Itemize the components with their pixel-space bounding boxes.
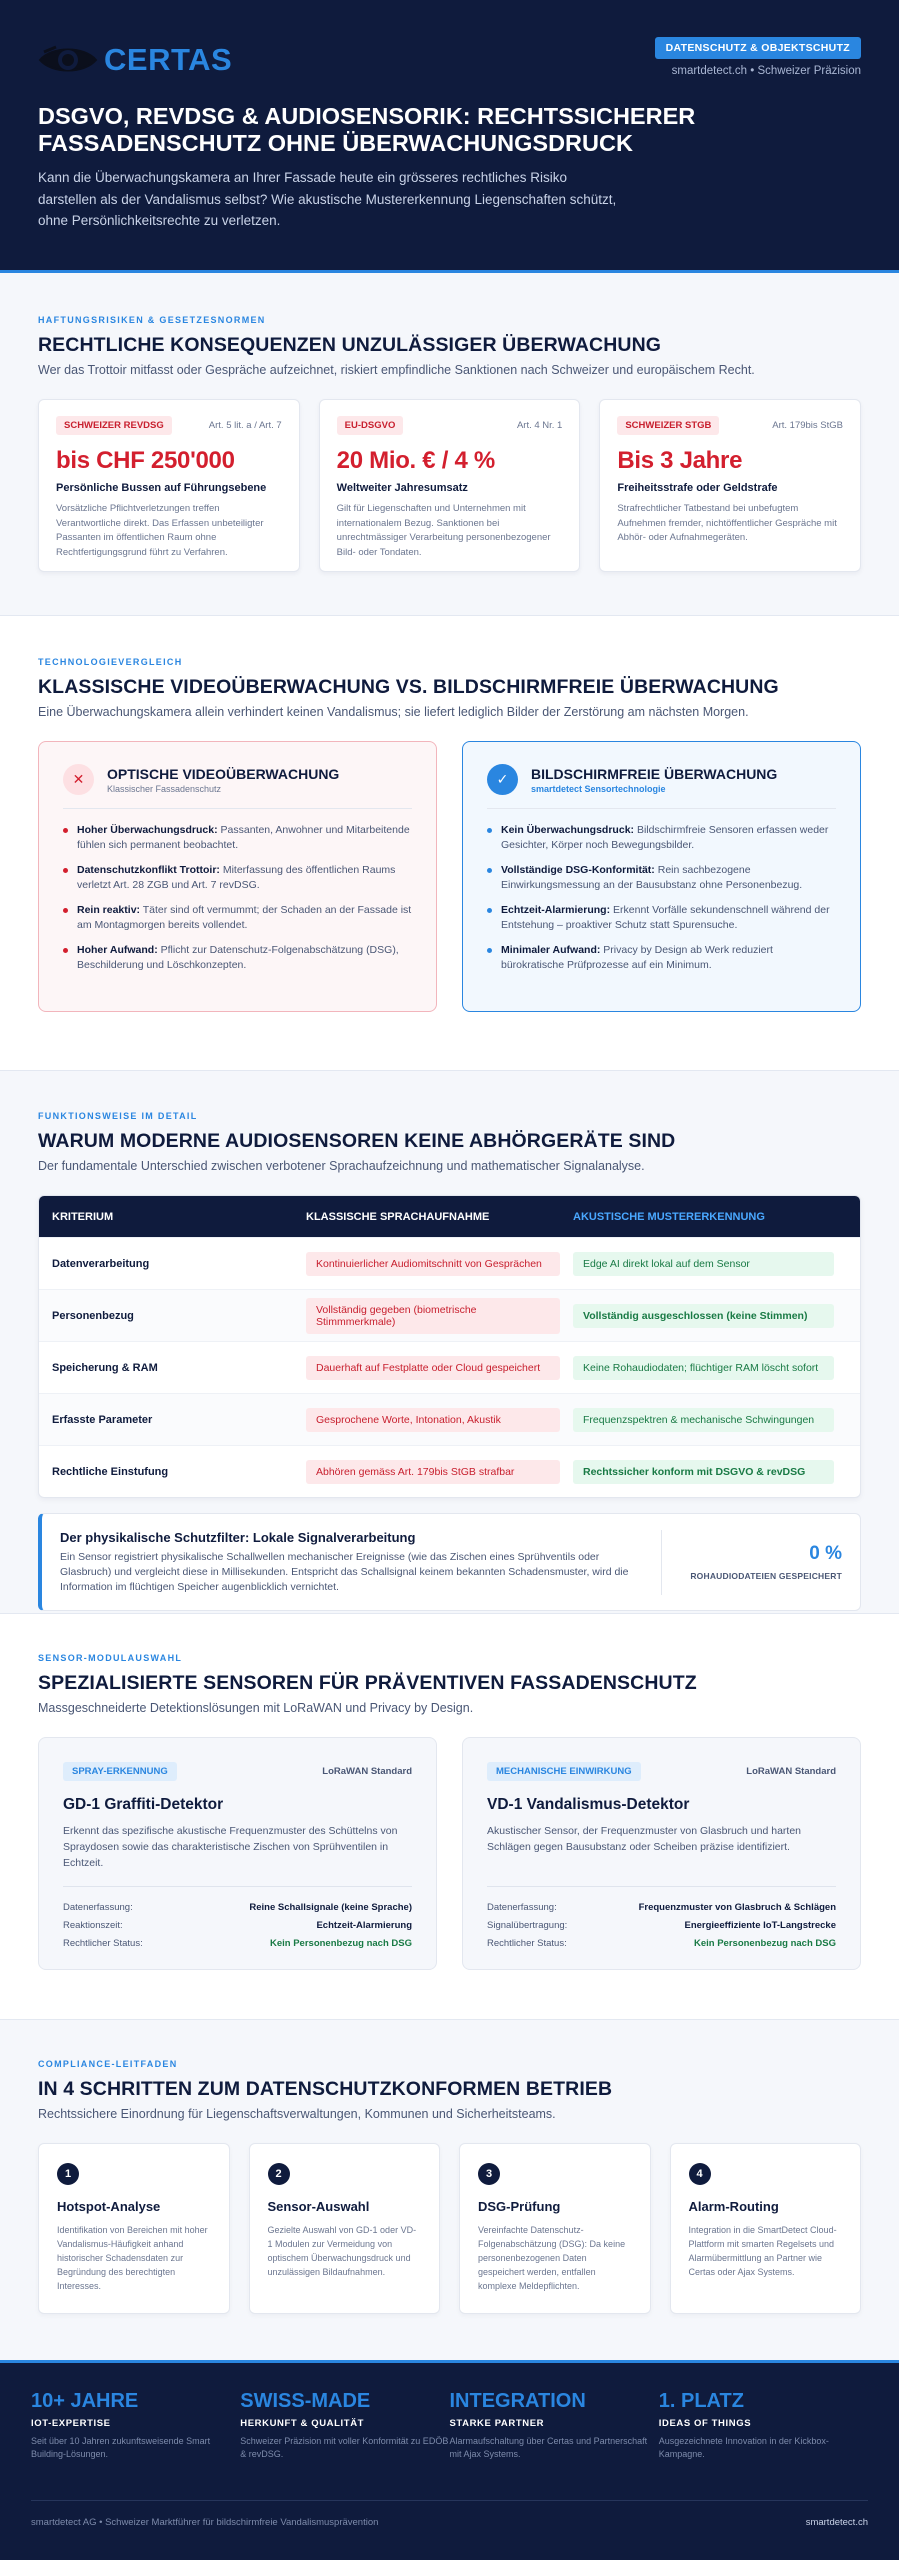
step-number: 2 bbox=[268, 2163, 290, 2185]
stat-description: Seit über 10 Jahren zukunftsweisende Smart Building-Lösungen. bbox=[31, 2436, 211, 2459]
sensor-title: VD-1 Vandalismus-Detektor bbox=[487, 1796, 690, 1813]
footer-company: smartdetect AG • Schweizer Marktführer für bildschirmfreie Vandalismusprävention bbox=[31, 2517, 379, 2528]
step-title: Alarm-Routing bbox=[688, 2199, 779, 2214]
step-description: Identifikation von Bereichen mit hoher Vandalismus-Häufigkeit anhand historischer Schadensdaten zur Begründung des berechtigten Interesses. bbox=[57, 2225, 208, 2291]
penalty-card bbox=[38, 399, 300, 572]
list-item: Datenschutzkonflikt Trottoir: Miterfassung des öffentlichen Raums verletzt Art. 28 ZGB und Art. 7 revDSG. bbox=[63, 863, 412, 892]
spec-row: Rechtlicher Status: Kein Personenbezug nach DSG bbox=[63, 1938, 412, 1949]
pattern-recognition-cell: Rechtssicher konform mit DSGVO & revDSG bbox=[573, 1460, 834, 1484]
list-item: Vollständige DSG-Konformität: Rein sachbezogene Einwirkungsmessung an der Bausubstanz ohne Personenbezug. bbox=[487, 863, 836, 892]
stat-label: STARKE PARTNER bbox=[449, 2418, 545, 2429]
spec-row: Signalübertragung: Energieeffiziente IoT-Langstrecke bbox=[487, 1920, 836, 1931]
step-title: Hotspot-Analyse bbox=[57, 2199, 161, 2214]
law-badge: EU-DSGVO bbox=[337, 416, 404, 435]
page-intro: Kann die Überwachungskamera an Ihrer Fassade heute ein grösseres rechtliches Risiko darstellen als der Vandalismus selbst? Wie akustische Mustererkennung Liegenschaften schützt, ohne Persönlichkeitsrechte zu verletzen. bbox=[38, 170, 617, 228]
section-eyebrow: HAFTUNGSRISIKEN & GESETZESNORMEN bbox=[38, 315, 266, 325]
functionality-section bbox=[0, 1071, 899, 1614]
sensor-card-gd1[interactable] bbox=[38, 1737, 437, 1970]
card-title: OPTISCHE VIDEOÜBERWACHUNG bbox=[107, 765, 340, 782]
footer-site-link[interactable]: smartdetect.ch bbox=[805, 2517, 868, 2528]
eye-icon bbox=[38, 43, 98, 77]
legal-section bbox=[0, 273, 899, 616]
row-criterion: Erfasste Parameter bbox=[52, 1413, 153, 1426]
column-header: AKUSTISCHE MUSTERERKENNUNG bbox=[573, 1210, 765, 1223]
sensor-category-badge: MECHANISCHE EINWIRKUNG bbox=[487, 1762, 641, 1781]
step-description: Vereinfachte Datenschutz-Folgenabschätzung (DSG): Da keine personenbezogenen Daten gespeichert werden, entfallen komplexe Meldepflichten. bbox=[478, 2225, 626, 2291]
stat-label: IOT-EXPERTISE bbox=[31, 2418, 111, 2429]
pattern-recognition-cell: Keine Rohaudiodaten; flüchtiger RAM löscht sofort bbox=[573, 1356, 834, 1380]
stat-value: INTEGRATION bbox=[449, 2390, 586, 2412]
cross-icon: ✕ bbox=[63, 764, 94, 795]
recording-cell: Gesprochene Worte, Intonation, Akustik bbox=[306, 1408, 560, 1432]
recording-cell: Dauerhaft auf Festplatte oder Cloud gespeichert bbox=[306, 1356, 560, 1380]
table-row bbox=[39, 1237, 860, 1289]
section-eyebrow: COMPLIANCE-LEITFADEN bbox=[38, 2059, 178, 2069]
list-item: Echtzeit-Alarmierung: Erkennt Vorfälle sekundenschnell während der Entstehung – proaktiver Schutz statt Spurensuche. bbox=[487, 903, 836, 932]
stat-label: IDEAS OF THINGS bbox=[658, 2418, 752, 2429]
row-criterion: Rechtliche Einstufung bbox=[52, 1465, 169, 1478]
section-subtitle: Der fundamentale Unterschied zwischen verbotener Sprachaufzeichnung und mathematischer Signalanalyse. bbox=[38, 1159, 645, 1173]
list-item: Rein reaktiv: Täter sind oft vermummt; der Schaden an der Fassade ist am Montagmorgen bereits vollendet. bbox=[63, 903, 412, 932]
section-eyebrow: SENSOR-MODULAUSWAHL bbox=[38, 1653, 183, 1663]
page-footer bbox=[0, 2360, 899, 2560]
penalty-card bbox=[319, 399, 581, 572]
step-description: Gezielte Auswahl von GD-1 oder VD-1 Modulen zur Vermeidung von optischem Überwachungsdruck und unzulässigen Bildaufnahmen. bbox=[267, 2225, 417, 2277]
sensor-modules-section bbox=[0, 1614, 899, 2020]
step-card bbox=[249, 2143, 441, 2314]
recording-cell: Kontinuierlicher Audiomitschnitt von Gesprächen bbox=[306, 1252, 560, 1276]
footer-stat bbox=[31, 2390, 240, 2461]
section-subtitle: Massgeschneiderte Detektionslösungen mit LoRaWAN und Privacy by Design. bbox=[38, 1701, 474, 1715]
footer-stat bbox=[240, 2390, 449, 2461]
section-subtitle: Eine Überwachungskamera allein verhindert keinen Vandalismus; sie liefert lediglich Bilder der Zerstörung am nächsten Morgen. bbox=[38, 705, 749, 719]
spec-row: Reaktionszeit: Echtzeit-Alarmierung bbox=[63, 1920, 412, 1931]
law-article: Art. 179bis StGB bbox=[772, 420, 844, 431]
sensor-description: Akustischer Sensor, der Frequenzmuster von Glasbruch und harten Schlägen gegen Bausubstanz oder Scheiben präzise identifiziert. bbox=[487, 1825, 801, 1853]
recording-cell: Vollständig gegeben (biometrische Stimmmerkmale) bbox=[306, 1298, 560, 1334]
video-surveillance-card bbox=[38, 741, 437, 1012]
section-title: SPEZIALISIERTE SENSOREN FÜR PRÄVENTIVEN FASSADENSCHUTZ bbox=[38, 1672, 697, 1694]
benefit-list bbox=[487, 823, 836, 972]
comparison-table bbox=[38, 1195, 861, 1498]
penalty-description: Vorsätzliche Pflichtverletzungen treffen Verantwortliche direkt. Das Erfassen unbeteiligter Passanten im öffentlichen Raum ohne Rechtfertigungsgrund führt zu Verfahren. bbox=[56, 503, 264, 558]
table-row bbox=[39, 1445, 860, 1497]
stat-description: Alarmaufschaltung über Certas und Partnerschaft mit Ajax Systems. bbox=[449, 2436, 648, 2459]
pattern-recognition-cell: Edge AI direkt lokal auf dem Sensor bbox=[573, 1252, 834, 1276]
card-subtitle: Klassischer Fassadenschutz bbox=[107, 783, 222, 794]
penalty-label: Persönliche Bussen auf Führungsebene bbox=[56, 482, 267, 494]
sensor-standard: LoRaWAN Standard bbox=[322, 1766, 412, 1777]
stat-description: Ausgezeichnete Innovation in der Kickbox-Kampagne. bbox=[658, 2436, 829, 2459]
spec-row: Rechtlicher Status: Kein Personenbezug nach DSG bbox=[487, 1938, 836, 1949]
stat-value: 1. PLATZ bbox=[658, 2390, 744, 2412]
callout-title: Der physikalische Schutzfilter: Lokale Signalverarbeitung bbox=[60, 1529, 416, 1545]
step-number: 4 bbox=[689, 2163, 711, 2185]
step-title: Sensor-Auswahl bbox=[267, 2199, 370, 2214]
law-article: Art. 4 Nr. 1 bbox=[516, 420, 563, 431]
stat-label: HERKUNFT & QUALITÄT bbox=[240, 2418, 365, 2429]
row-criterion: Datenverarbeitung bbox=[52, 1257, 150, 1270]
header-site-link[interactable]: smartdetect.ch • Schweizer Präzision bbox=[671, 65, 861, 77]
law-article: Art. 5 lit. a / Art. 7 bbox=[208, 420, 282, 431]
row-criterion: Speicherung & RAM bbox=[52, 1361, 158, 1374]
header-badge: DATENSCHUTZ & OBJEKTSCHUTZ bbox=[655, 37, 861, 59]
card-subtitle: smartdetect Sensortechnologie bbox=[531, 783, 666, 794]
stat-label: ROHAUDIODATEIEN GESPEICHERT bbox=[690, 1571, 842, 1581]
penalty-card bbox=[599, 399, 861, 572]
penalty-value: 20 Mio. € / 4 % bbox=[336, 447, 495, 474]
sensor-standard: LoRaWAN Standard bbox=[746, 1766, 836, 1777]
section-title: KLASSISCHE VIDEOÜBERWACHUNG VS. BILDSCHIRMFREIE ÜBERWACHUNG bbox=[38, 676, 779, 698]
compliance-section bbox=[0, 2020, 899, 2360]
pattern-recognition-cell: Vollständig ausgeschlossen (keine Stimmen) bbox=[573, 1304, 834, 1328]
stat-value: SWISS-MADE bbox=[240, 2390, 371, 2412]
pattern-recognition-cell: Frequenzspektren & mechanische Schwingungen bbox=[573, 1408, 834, 1432]
step-card bbox=[459, 2143, 651, 2314]
signal-filter-callout bbox=[38, 1513, 861, 1611]
step-description: Integration in die SmartDetect Cloud-Plattform mit smarten Regelsets und Alarmübermittlung an Partner wie Certas oder Ajax Systems. bbox=[688, 2225, 837, 2277]
recording-cell: Abhören gemäss Art. 179bis StGB strafbar bbox=[306, 1460, 560, 1484]
spec-row: Datenerfassung: Reine Schallsignale (keine Sprache) bbox=[63, 1902, 412, 1913]
row-criterion: Personenbezug bbox=[52, 1309, 134, 1322]
sensor-category-badge: SPRAY-ERKENNUNG bbox=[63, 1762, 177, 1781]
brand-name: CERTAS bbox=[104, 42, 233, 77]
law-badge: SCHWEIZER REVDSG bbox=[56, 416, 172, 435]
section-eyebrow: FUNKTIONSWEISE IM DETAIL bbox=[38, 1111, 198, 1121]
section-subtitle: Rechtssichere Einordnung für Liegenschaftsverwaltungen, Kommunen und Sicherheitsteams. bbox=[38, 2107, 556, 2121]
table-row bbox=[39, 1341, 860, 1393]
penalty-label: Freiheitsstrafe oder Geldstrafe bbox=[617, 482, 778, 494]
spec-row: Datenerfassung: Frequenzmuster von Glasbruch & Schlägen bbox=[487, 1902, 836, 1913]
column-header: KLASSISCHE SPRACHAUFNAHME bbox=[306, 1210, 490, 1223]
penalty-description: Strafrechtlicher Tatbestand bei unbefugtem Aufnehmen fremder, nichtöffentlicher Gespräche mit Abhör- oder Aufnahmegeräten. bbox=[617, 503, 837, 543]
list-item: Kein Überwachungsdruck: Bildschirmfreie Sensoren erfassen weder Gesichter, Körper noch Bewegungsbilder. bbox=[487, 823, 836, 852]
list-item: Minimaler Aufwand: Privacy by Design ab Werk reduziert bürokratische Prüfprozesse auf ein Minimum. bbox=[487, 943, 836, 972]
card-title: BILDSCHIRMFREIE ÜBERWACHUNG bbox=[531, 765, 778, 782]
stat-description: Schweizer Präzision mit voller Konformität zu EDÖB & revDSG. bbox=[240, 2436, 449, 2459]
footer-stat bbox=[659, 2390, 868, 2461]
checkmark-icon: ✓ bbox=[487, 764, 518, 795]
section-title: WARUM MODERNE AUDIOSENSOREN KEINE ABHÖRGERÄTE SIND bbox=[38, 1130, 676, 1152]
page-header bbox=[0, 0, 899, 273]
sensor-description: Erkennt das spezifische akustische Frequenzmuster des Schüttelns von Spraydosen sowie das charakteristische Zischen von Sprühventilen in Echtzeit. bbox=[63, 1825, 398, 1869]
table-header bbox=[39, 1196, 860, 1237]
sensor-title: GD-1 Graffiti-Detektor bbox=[63, 1796, 224, 1813]
sensor-specs bbox=[63, 1886, 412, 1953]
list-item: Hoher Überwachungsdruck: Passanten, Anwohner und Mitarbeitende fühlen sich permanent beobachtet. bbox=[63, 823, 412, 852]
stat-value: 10+ JAHRE bbox=[31, 2390, 139, 2412]
penalty-value: Bis 3 Jahre bbox=[617, 447, 743, 474]
law-badge: SCHWEIZER STGB bbox=[617, 416, 719, 435]
step-number: 1 bbox=[57, 2163, 79, 2185]
section-title: IN 4 SCHRITTEN ZUM DATENSCHUTZKONFORMEN BETRIEB bbox=[38, 2078, 613, 2100]
table-row bbox=[39, 1393, 860, 1445]
table-row bbox=[39, 1289, 860, 1341]
step-title: DSG-Prüfung bbox=[478, 2199, 561, 2214]
step-card bbox=[38, 2143, 230, 2314]
column-header: KRITERIUM bbox=[52, 1210, 114, 1223]
penalty-value: bis CHF 250'000 bbox=[56, 447, 235, 474]
footer-bar bbox=[31, 2500, 868, 2528]
penalty-label: Weltweiter Jahresumsatz bbox=[336, 482, 468, 494]
page-title: DSGVO, REVDSG & AUDIOSENSORIK: RECHTSSICHERER FASSADENSCHUTZ OHNE ÜBERWACHUNGSDRUCK bbox=[38, 103, 696, 156]
drawback-list bbox=[63, 823, 412, 972]
list-item: Hoher Aufwand: Pflicht zur Datenschutz-Folgenabschätzung (DSG), Beschilderung und Löschkonzepten. bbox=[63, 943, 412, 972]
technology-comparison-section bbox=[0, 616, 899, 1071]
callout-description: Ein Sensor registriert physikalische Schallwellen mechanischer Ereignisse (wie das Zischen eines Sprühventils oder Glasbruch) und vergleicht diese in Millisekunden. Entspricht das Schallsignal keinem bekannten Schadensmuster, wird die Information im flüchtigen Speicher augenblicklich vernichtet. bbox=[60, 1550, 629, 1593]
section-subtitle: Wer das Trottoir mitfasst oder Gespräche aufzeichnet, riskiert empfindliche Sanktionen nach Schweizer und europäischem Recht. bbox=[38, 363, 755, 377]
step-number: 3 bbox=[478, 2163, 500, 2185]
footer-stat bbox=[450, 2390, 659, 2461]
screenless-surveillance-card bbox=[462, 741, 861, 1012]
stored-audio-percentage: 0 % bbox=[809, 1543, 842, 1564]
section-title: RECHTLICHE KONSEQUENZEN UNZULÄSSIGER ÜBERWACHUNG bbox=[38, 334, 662, 356]
step-card bbox=[670, 2143, 862, 2314]
section-eyebrow: TECHNOLOGIEVERGLEICH bbox=[38, 657, 183, 667]
sensor-specs bbox=[487, 1886, 836, 1953]
brand-logo[interactable] bbox=[38, 42, 232, 78]
sensor-card-vd1[interactable] bbox=[462, 1737, 861, 1970]
penalty-description: Gilt für Liegenschaften und Unternehmen mit internationalem Bezug. Sanktionen bei unrechtmässiger Verarbeitung personenbezogener Bild- oder Tondaten. bbox=[336, 503, 551, 558]
